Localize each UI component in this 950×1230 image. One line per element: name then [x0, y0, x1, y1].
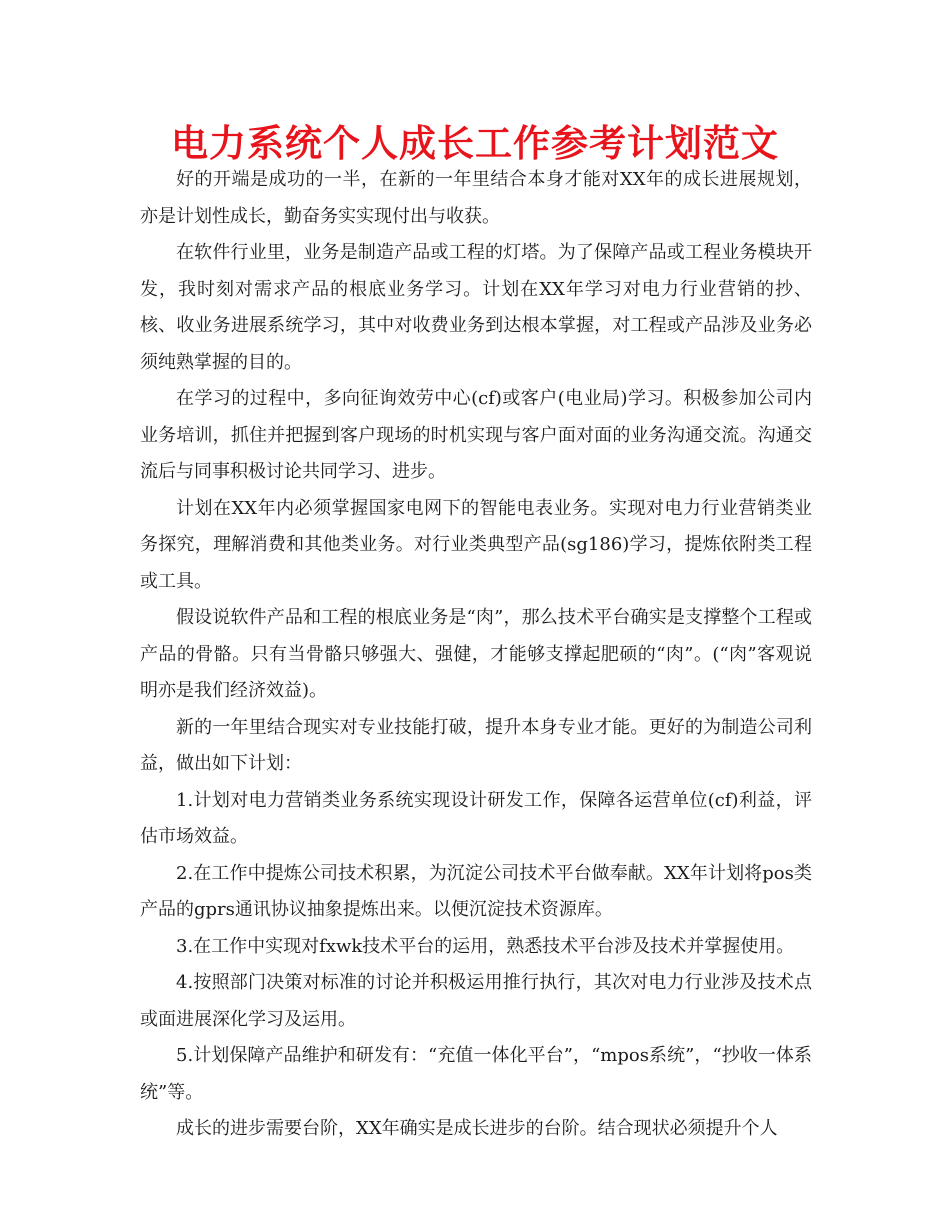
paragraph-learning-process: 在学习的过程中，多向征询效劳中心(cf)或客户(电业局)学习。积极参加公司内业务培训，抓住并把握到客户现场的时机实现与客户面对面的业务沟通交流。沟通交流后与同事积极讨论共同学习、进步。	[140, 388, 812, 482]
document-body	[140, 162, 812, 1148]
paragraph-closing: 成长的进步需要台阶，XX年确实是成长进步的台阶。结合现状必须提升个人	[176, 1118, 778, 1139]
plan-item-2: 2.在工作中提炼公司技术积累，为沉淀公司技术平台做奉献。XX年计划将pos类产品的gprs通讯协议抽象提炼出来。以便沉淀技术资源库。	[140, 862, 812, 920]
plan-item-1: 1.计划对电力营销类业务系统实现设计研发工作，保障各运营单位(cf)利益，评估市场效益。	[140, 789, 812, 847]
plan-item-3: 3.在工作中实现对fxwk技术平台的运用，熟悉技术平台涉及技术并掌握使用。	[176, 935, 795, 957]
plan-item-5: 5.计划保障产品维护和研发有：“充值一体化平台”，“mpos系统”，“抄收一体系统”等。	[140, 1045, 812, 1103]
paragraph-smart-meter: 计划在XX年内必须掌握国家电网下的智能电表业务。实现对电力行业营销类业务探究，理解消费和其他类业务。对行业类典型产品(sg186)学习，提炼依附类工程或工具。	[140, 497, 812, 592]
document-title: 电力系统个人成长工作参考计划范文	[171, 122, 779, 165]
paragraph-business-learning: 在软件行业里，业务是制造产品或工程的灯塔。为了保障产品或工程业务模块开发，我时刻对需求产品的根底业务学习。计划在XX年学习对电力行业营销的抄、核、收业务进展系统学习，其中对收费业务到达根本掌握，对工程或产品涉及业务必须纯熟掌握的目的。	[140, 242, 812, 373]
plan-item-4: 4.按照部门决策对标准的讨论并积极运用推行执行，其次对电力行业涉及技术点或面进展深化学习及运用。	[140, 972, 812, 1030]
paragraph-plan-intro: 新的一年里结合现实对专业技能打破，提升本身专业才能。更好的为制造公司利益，做出如下计划：	[140, 716, 812, 774]
paragraph-tech-platform: 假设说软件产品和工程的根底业务是“肉”，那么技术平台确实是支撑整个工程或产品的骨骼。只有当骨骼只够强大、强健，才能够支撑起肥硕的“肉”。(“肉”客观说明亦是我们经济效益)。	[140, 607, 812, 701]
paragraph-intro: 好的开端是成功的一半，在新的一年里结合本身才能对XX年的成长进展规划，亦是计划性成长，勤奋务实实现付出与收获。	[140, 169, 812, 227]
